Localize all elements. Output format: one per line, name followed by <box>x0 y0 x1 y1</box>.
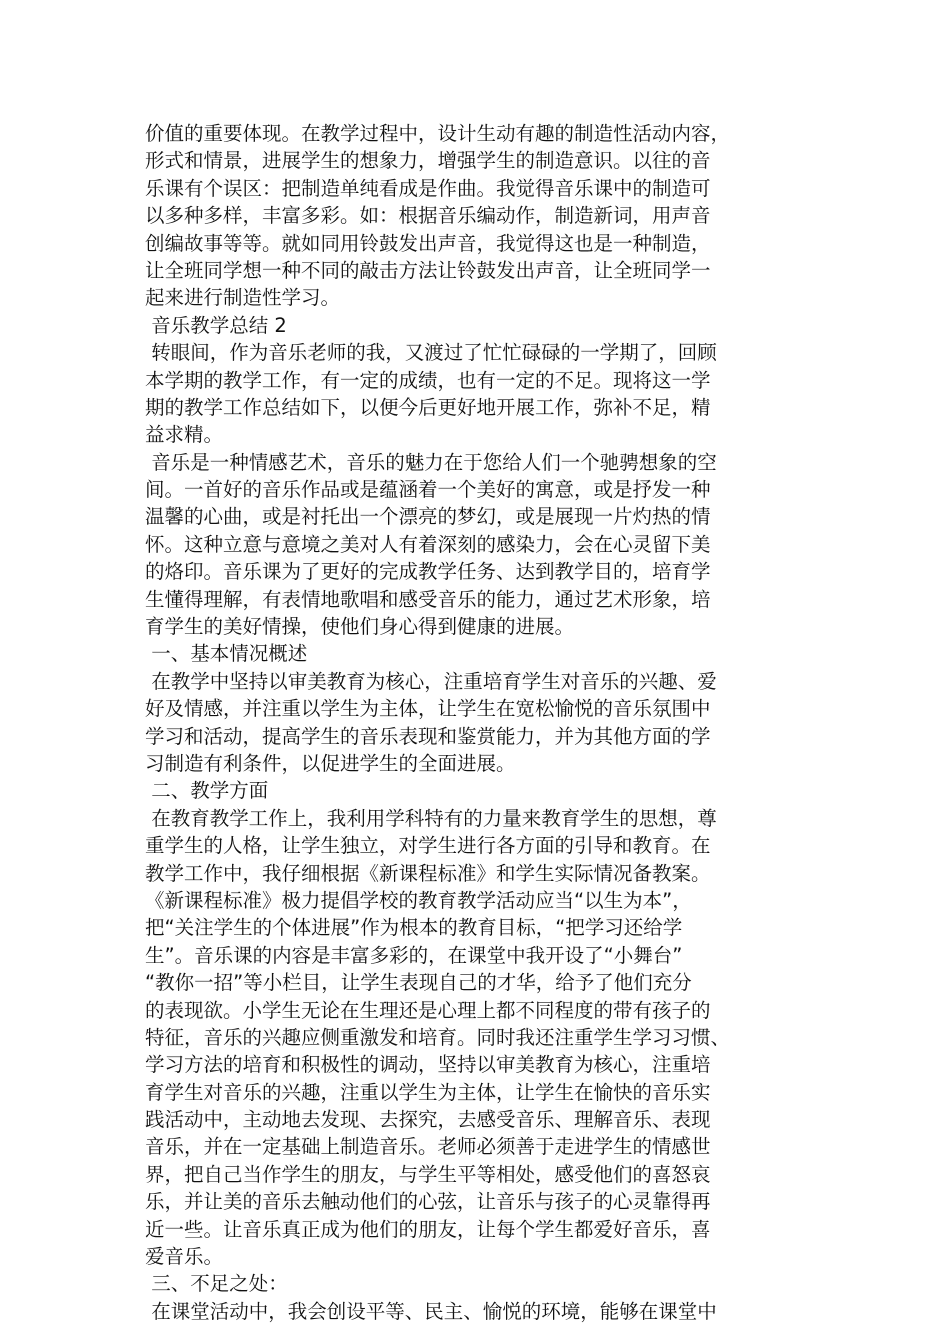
text-line: 《新课程标准》极力提倡学校的教育教学活动应当“以生为本”， <box>145 888 692 912</box>
text-line: 的表现欲。小学生无论在生理还是心理上都不同程度的带有孩子的 <box>145 998 711 1022</box>
text-line: 的烙印。音乐课为了更好的完成教学任务、达到教学目的，培育学 <box>145 560 711 584</box>
text-line: 生”。音乐课的内容是丰富多彩的，在课堂中我开设了“小舞台” <box>145 943 683 967</box>
text-line: 间。一首好的音乐作品或是蕴涵着一个美好的寓意，或是抒发一种 <box>145 478 711 502</box>
text-line: 育学生对音乐的兴趣，注重以学生为主体，让学生在愉快的音乐实 <box>145 1080 711 1104</box>
text-line: 音乐，并在一定基础上制造音乐。老师必须善于走进学生的情感世 <box>145 1135 711 1159</box>
text-line: 怀。这种立意与意境之美对人有着深刻的感染力，会在心灵留下美 <box>145 532 711 556</box>
text-line: 界，把自己当作学生的朋友，与学生平等相处，感受他们的喜怒哀 <box>145 1162 711 1186</box>
text-line: 学习和活动，提高学生的音乐表现和鉴赏能力，并为其他方面的学 <box>145 724 711 748</box>
text-line: 形式和情景，进展学生的想象力，增强学生的制造意识。以往的音 <box>145 149 711 173</box>
text-line: 重学生的人格，让学生独立，对学生进行各方面的引导和教育。在 <box>145 834 711 858</box>
text-line: 学习方法的培育和积极性的调动，坚持以审美教育为核心，注重培 <box>145 1053 711 1077</box>
text-line: 近一些。让音乐真正成为他们的朋友，让每个学生都爱好音乐，喜 <box>145 1217 711 1241</box>
text-line: 三、不足之处： <box>145 1272 288 1296</box>
text-line: 让全班同学想一种不同的敲击方法让铃鼓发出声音，让全班同学一 <box>145 258 711 282</box>
text-line: 音乐是一种情感艺术，音乐的魅力在于您给人们一个驰骋想象的空 <box>145 450 717 474</box>
text-line: 好及情感，并注重以学生为主体，让学生在宽松愉悦的音乐氛围中 <box>145 697 711 721</box>
text-line: 在教育教学工作上，我利用学科特有的力量来教育学生的思想，尊 <box>145 806 717 830</box>
text-line: 在教学中坚持以审美教育为核心，注重培育学生对音乐的兴趣、爱 <box>145 669 717 693</box>
text-line: 创编故事等等。就如同用铃鼓发出声音，我觉得这也是一种制造， <box>145 231 711 255</box>
text-line: “教你一招”等小栏目，让学生表现自己的才华，给予了他们充分 <box>145 971 692 995</box>
text-line: 以多种多样，丰富多彩。如：根据音乐编动作，制造新词，用声音 <box>145 204 711 228</box>
text-line: 乐，并让美的音乐去触动他们的心弦，让音乐与孩子的心灵靠得再 <box>145 1190 711 1214</box>
document-page <box>145 120 810 1325</box>
text-line: 在课堂活动中，我会创设平等、民主、愉悦的环境，能够在课堂中 <box>145 1299 717 1323</box>
text-line: 爱音乐。 <box>145 1245 224 1269</box>
text-line: 期的教学工作总结如下，以便今后更好地开展工作，弥补不足，精 <box>145 395 711 419</box>
text-line: 习制造有利条件，以促进学生的全面进展。 <box>145 751 516 775</box>
text-line: 价值的重要体现。在教学过程中，设计生动有趣的制造性活动内容， <box>145 122 731 145</box>
text-line: 把“关注学生的个体进展”作为根本的教育目标，“把学习还给学 <box>145 916 683 940</box>
text-line: 生懂得理解，有表情地歌唱和感受音乐的能力，通过艺术形象，培 <box>145 587 711 611</box>
text-line: 践活动中，主动地去发现、去探究，去感受音乐、理解音乐、表现 <box>145 1108 711 1132</box>
text-line: 一、基本情况概述 <box>145 642 308 666</box>
text-line: 温馨的心曲，或是衬托出一个漂亮的梦幻，或是展现一片灼热的情 <box>145 505 711 529</box>
text-line: 本学期的教学工作，有一定的成绩，也有一定的不足。现将这一学 <box>145 368 711 392</box>
text-line: 转眼间，作为音乐老师的我，又渡过了忙忙碌碌的一学期了，回顾 <box>145 341 717 365</box>
text-line: 乐课有个误区：把制造单纯看成是作曲。我觉得音乐课中的制造可 <box>145 176 711 200</box>
text-line: 益求精。 <box>145 423 224 447</box>
text-line: 二、教学方面 <box>145 779 269 803</box>
text-line: 起来进行制造性学习。 <box>145 286 341 310</box>
text-line: 特征，音乐的兴趣应侧重激发和培育。同时我还注重学生学习习惯、 <box>145 1025 731 1049</box>
text-line: 音乐教学总结 2 <box>145 313 287 337</box>
text-line: 教学工作中，我仔细根据《新课程标准》和学生实际情况备教案。 <box>145 861 711 885</box>
text-line: 育学生的美好情操，使他们身心得到健康的进展。 <box>145 615 575 639</box>
